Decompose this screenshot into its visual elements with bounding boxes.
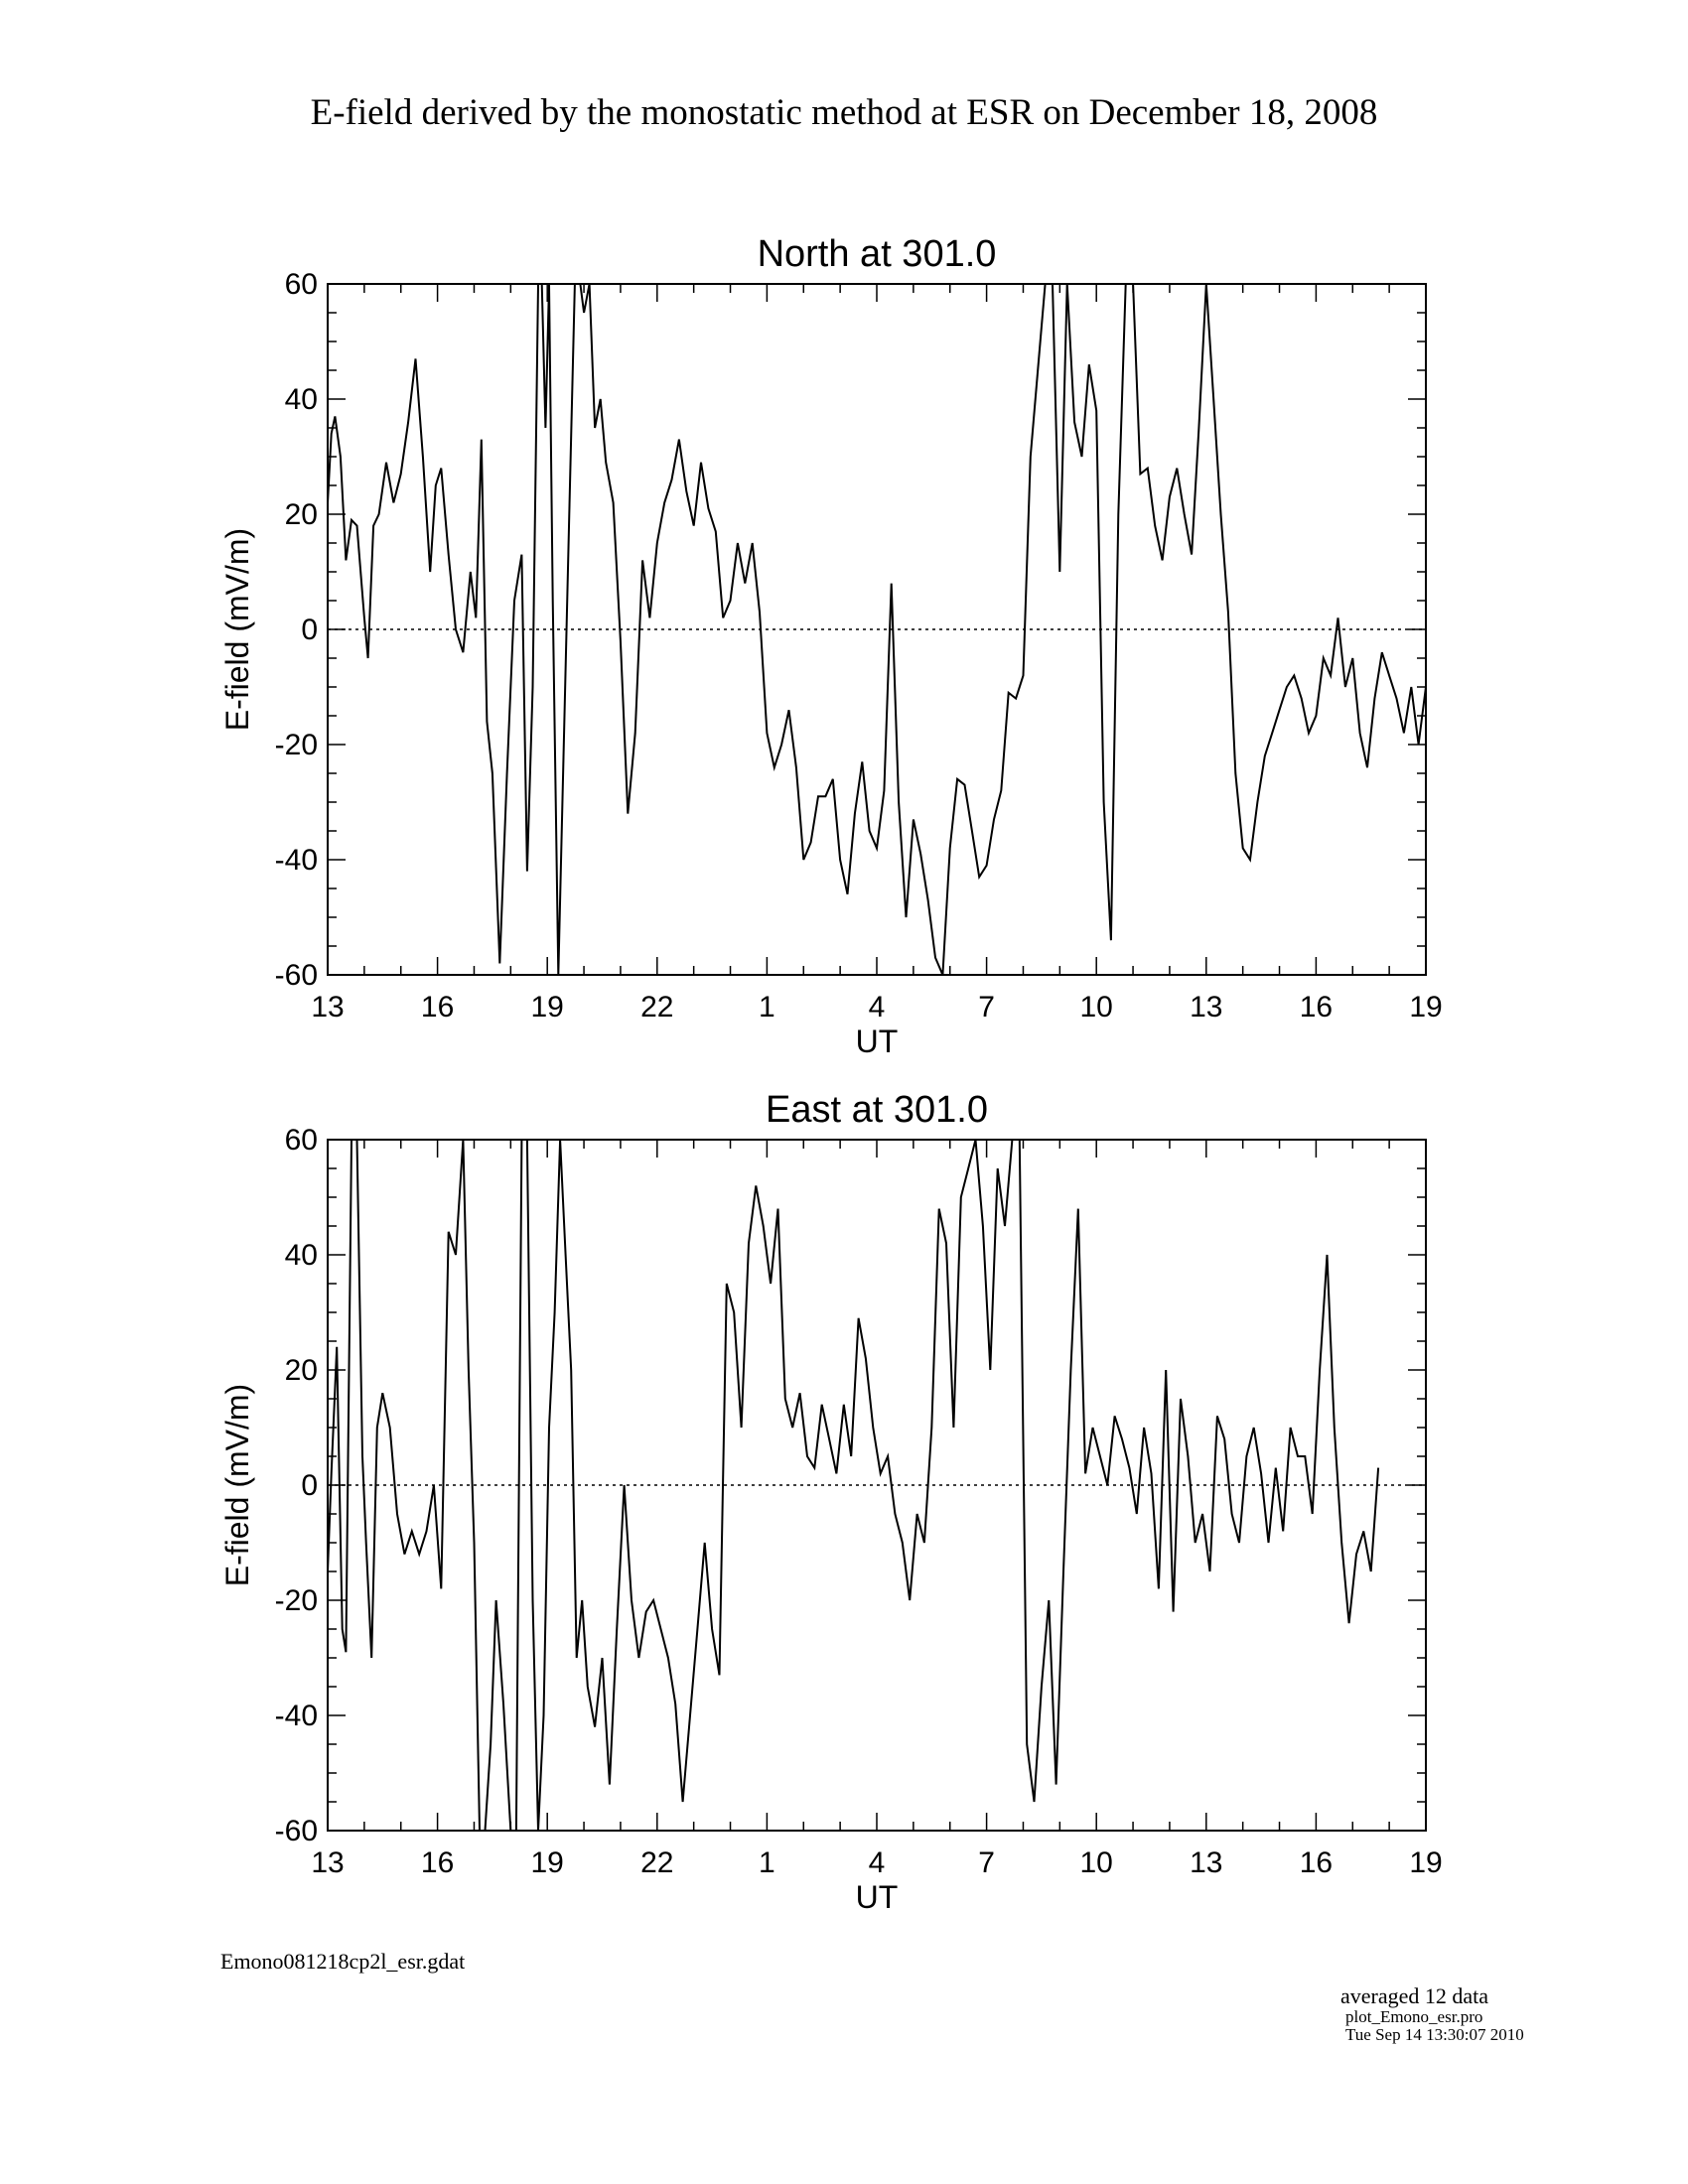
y-tick-label: 40	[284, 383, 318, 416]
data-series-line	[328, 1140, 1378, 1831]
y-tick-label: -60	[274, 959, 318, 992]
x-tick-label: 22	[640, 1846, 674, 1879]
x-tick-label: 19	[530, 991, 564, 1024]
x-tick-label: 22	[640, 991, 674, 1024]
y-tick-label: 0	[301, 1469, 318, 1502]
x-tick-label: 10	[1079, 1846, 1113, 1879]
chart-title: North at 301.0	[757, 233, 997, 275]
x-tick-label: 4	[868, 991, 886, 1024]
x-tick-label: 7	[978, 1846, 995, 1879]
y-tick-label: -20	[274, 729, 318, 761]
footer-timestamp: Tue Sep 14 13:30:07 2010	[1345, 2025, 1524, 2044]
x-tick-label: 1	[759, 991, 775, 1024]
x-tick-label: 13	[311, 1846, 345, 1879]
y-tick-label: -40	[274, 1700, 318, 1732]
x-tick-label: 7	[978, 991, 995, 1024]
x-tick-label: 19	[1409, 991, 1443, 1024]
footer-averaged-note: averaged 12 data	[1340, 1983, 1489, 2008]
y-tick-label: 20	[284, 1354, 318, 1387]
y-tick-label: 0	[301, 614, 318, 646]
y-tick-label: -40	[274, 844, 318, 877]
y-tick-label: -20	[274, 1584, 318, 1617]
x-tick-label: 1	[759, 1846, 775, 1879]
footer-program-name: plot_Emono_esr.pro	[1345, 2007, 1483, 2026]
x-tick-label: 16	[1299, 1846, 1334, 1879]
y-tick-label: 60	[284, 1124, 318, 1157]
x-tick-label: 4	[868, 1846, 886, 1879]
x-tick-label: 13	[1190, 1846, 1223, 1879]
x-tick-label: 13	[1190, 991, 1223, 1024]
east-chart	[219, 1089, 1443, 1915]
y-tick-label: 40	[284, 1239, 318, 1272]
page-title: E-field derived by the monostatic method at ESR on December 18, 2008	[310, 92, 1378, 133]
y-tick-label: 20	[284, 498, 318, 531]
x-tick-label: 19	[1409, 1846, 1443, 1879]
x-tick-label: 16	[1299, 991, 1334, 1024]
x-tick-label: 10	[1079, 991, 1113, 1024]
y-axis-label: E-field (mV/m)	[219, 1383, 255, 1587]
footer-filename: Emono081218cp2l_esr.gdat	[220, 1949, 466, 1974]
x-axis-label: UT	[855, 1879, 899, 1915]
y-tick-label: 60	[284, 268, 318, 301]
x-axis-label: UT	[855, 1024, 899, 1059]
x-tick-label: 19	[530, 1846, 564, 1879]
chart-title: East at 301.0	[766, 1089, 988, 1131]
y-axis-label: E-field (mV/m)	[219, 527, 255, 732]
x-tick-label: 16	[420, 991, 455, 1024]
x-tick-label: 13	[311, 991, 345, 1024]
x-tick-label: 16	[420, 1846, 455, 1879]
north-chart	[219, 233, 1443, 1059]
y-tick-label: -60	[274, 1815, 318, 1847]
